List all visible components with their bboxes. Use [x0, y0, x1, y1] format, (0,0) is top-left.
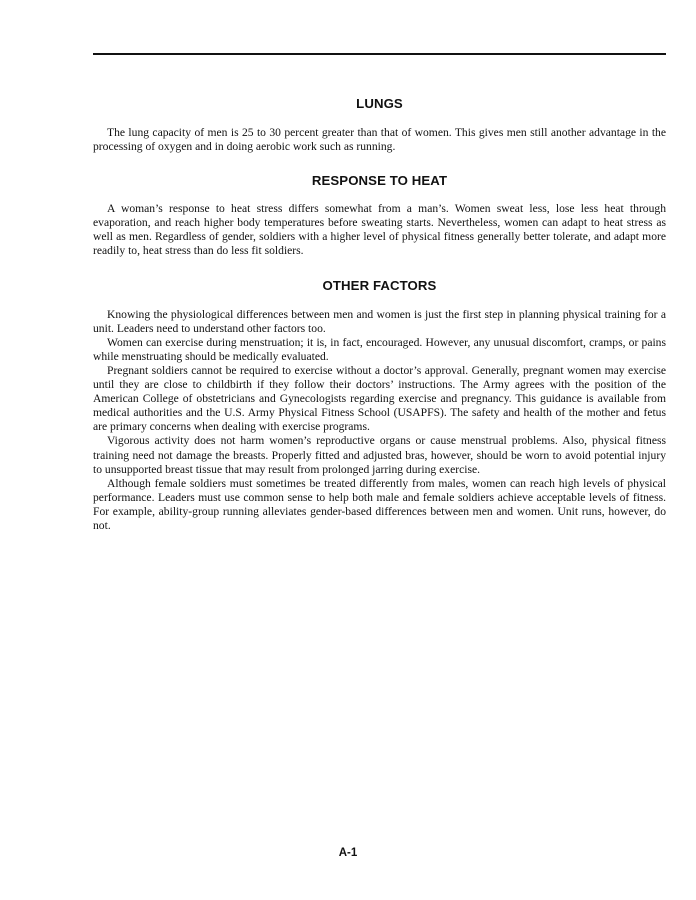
page-content [93, 96, 666, 533]
heat-paragraph: A woman’s response to heat stress differs somewhat from a man’s. Women sweat less, lose less heat through evaporation, and reach higher body temperatures before sweating starts. Nevertheless, women can adapt to heat stress as well as men. Regardless of gender, soldiers with a higher level of physical fitness generally better tolerate, and adapt more readily to, heat stress than do less fit soldiers. [93, 202, 666, 258]
section-heading-response-to-heat: RESPONSE TO HEAT [311, 173, 448, 189]
header-rule [93, 53, 666, 55]
other-factors-paragraph-4: Vigorous activity does not harm women’s reproductive organs or cause menstrual problems. Also, physical fitness training need not damage the breasts. Properly fitted and adjusted bras, however, should be worn to avoid potential injury to unsupported breast tissue that may result from prolonged jarring during exercise. [93, 434, 666, 476]
section-response-to-heat [93, 173, 666, 258]
section-other-factors [93, 278, 666, 534]
other-factors-paragraph-5: Although female soldiers must sometimes be treated differently from males, women can reach high levels of physical performance. Leaders must use common sense to help both male and female soldiers achieve acceptable levels of fitness. For example, ability-group running alleviates gender-based differences between men and women. Unit runs, however, do not. [93, 476, 666, 532]
other-factors-paragraph-3: Pregnant soldiers cannot be required to exercise without a doctor’s approval. Generally, pregnant women may exercise until they are close to childbirth if they follow their doctors’ instructions. The Army agrees with the position of the American College of obstetricians and Gynecologists regarding exercise and pregnancy. This guidance is available from medical authorities and the U.S. Army Physical Fitness School (USAPFS). The safety and health of the mother and fetus are primary concerns when dealing with exercise programs. [93, 363, 666, 434]
section-heading-other-factors: OTHER FACTORS [322, 277, 437, 293]
section-lungs [93, 96, 666, 154]
section-heading-lungs: LUNGS [356, 96, 403, 111]
other-factors-paragraph-1: Knowing the physiological differences between men and women is just the first step in planning physical training for a unit. Leaders need to understand other factors too. [93, 307, 666, 335]
other-factors-paragraph-2: Women can exercise during menstruation; it is, in fact, encouraged. However, any unusual discomfort, cramps, or pains while menstruating should be medically evaluated. [93, 335, 666, 363]
page-number: A-1 [338, 847, 358, 859]
lungs-paragraph: The lung capacity of men is 25 to 30 percent greater than that of women. This gives men still another advantage in the processing of oxygen and in doing aerobic work such as running. [93, 126, 666, 154]
